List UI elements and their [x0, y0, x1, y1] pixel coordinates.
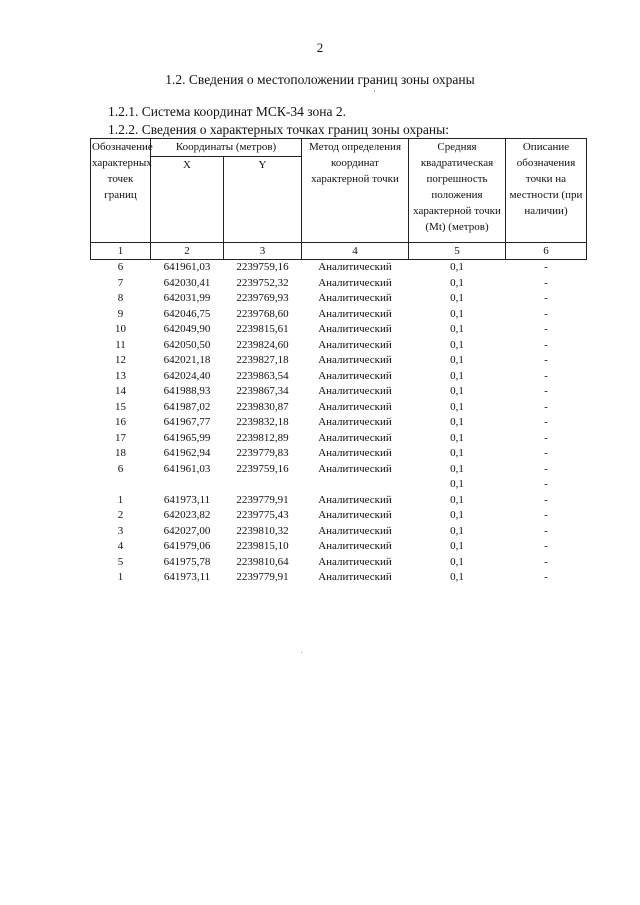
point-id-cell: 3 — [117, 524, 124, 537]
coord-x-cell: 642049,90 — [163, 323, 211, 335]
coord-y-cell: 2239779,91 — [236, 493, 289, 506]
coord-x-cell: 641962,94 — [163, 447, 211, 459]
section-title: 1.2. Сведения о местоположении границ зоны охраны — [165, 72, 475, 87]
point-id-cell: 8 — [117, 292, 124, 304]
description-cell: - — [544, 447, 548, 459]
table-row — [91, 353, 587, 369]
method-cell: Аналитический — [318, 509, 392, 521]
header-method: Метод определения координат характерной точки — [302, 139, 409, 243]
header-point-designation: Обозначение характерных точек границ — [91, 139, 151, 243]
point-id-cell: 6 — [117, 261, 124, 273]
accuracy-cell: 0,1 — [450, 478, 464, 490]
accuracy-cell: 0,1 — [450, 462, 464, 475]
coord-x-cell: 642023,82 — [163, 509, 211, 521]
method-cell: Аналитический — [318, 323, 392, 335]
table-row — [91, 260, 587, 276]
method-cell: Аналитический — [318, 416, 392, 428]
accuracy-cell: 0,1 — [450, 493, 464, 506]
header-accuracy: Средняя квадратическая погрешность положения характерной точки (Mt) (метров) — [409, 139, 506, 243]
column-number: 6 — [506, 243, 587, 260]
description-cell: - — [544, 400, 548, 413]
accuracy-cell: 0,1 — [450, 338, 464, 351]
table-row — [91, 555, 587, 571]
coord-y-cell: 2239867,34 — [236, 385, 289, 397]
method-cell: Аналитический — [318, 292, 392, 304]
description-cell: - — [544, 555, 548, 568]
description-cell: - — [544, 338, 548, 351]
coord-y-cell: 2239769,93 — [236, 292, 289, 304]
method-cell: Аналитический — [318, 385, 392, 397]
description-cell: - — [544, 369, 548, 382]
coord-y-cell: 2239779,83 — [236, 447, 289, 459]
table-row — [91, 384, 587, 400]
table-row — [91, 431, 587, 447]
coord-x-cell: 641975,78 — [163, 555, 211, 568]
description-cell: - — [544, 323, 548, 335]
accuracy-cell: 0,1 — [450, 431, 464, 444]
table-row — [91, 570, 587, 586]
method-cell: Аналитический — [318, 261, 392, 273]
method-cell: Аналитический — [318, 431, 392, 444]
table-row — [91, 369, 587, 385]
accuracy-cell: 0,1 — [450, 307, 464, 320]
accuracy-cell: 0,1 — [450, 354, 464, 366]
column-number: 3 — [224, 243, 302, 260]
boundary-points-table — [90, 138, 587, 586]
description-cell: - — [544, 431, 548, 444]
coord-y-cell: 2239810,64 — [236, 555, 289, 568]
point-id-cell: 11 — [115, 338, 126, 351]
description-cell: - — [544, 354, 548, 366]
point-id-cell: 9 — [117, 307, 124, 320]
table-row — [91, 446, 587, 462]
coord-x-cell: 641973,11 — [163, 571, 211, 583]
point-id-cell: 5 — [117, 555, 124, 568]
coord-x-cell: 642024,40 — [163, 369, 211, 382]
point-id-cell: 17 — [115, 431, 126, 444]
coord-y-cell: 2239824,60 — [236, 338, 289, 351]
coord-x-cell: 641987,02 — [163, 400, 211, 413]
coord-x-cell: 641965,99 — [163, 431, 211, 444]
accuracy-cell: 0,1 — [450, 369, 464, 382]
table-body — [91, 260, 587, 586]
accuracy-cell: 0,1 — [450, 323, 464, 335]
coord-y-cell: 2239815,61 — [236, 323, 289, 335]
point-id-cell: 6 — [117, 462, 124, 475]
table-row — [91, 477, 587, 493]
description-cell: - — [544, 509, 548, 521]
coord-x-cell: 641967,77 — [163, 416, 211, 428]
table-row — [91, 307, 587, 323]
point-id-cell: 2 — [117, 509, 124, 521]
page-number: 2 — [316, 40, 324, 55]
accuracy-cell: 0,1 — [450, 400, 464, 413]
method-cell: Аналитический — [318, 338, 392, 351]
method-cell: Аналитический — [318, 276, 392, 289]
coord-x-cell: 641961,03 — [163, 261, 211, 273]
method-cell: Аналитический — [318, 493, 392, 506]
table-row — [91, 493, 587, 509]
coord-y-cell: 2239768,60 — [236, 307, 289, 320]
header-coordinates: Координаты (метров) — [151, 139, 302, 157]
point-id-cell: 10 — [115, 323, 126, 335]
point-id-cell: 12 — [115, 354, 126, 366]
coord-x-cell: 641973,11 — [163, 493, 211, 506]
point-id-cell: 1 — [117, 571, 124, 583]
coord-x-cell: 641979,06 — [163, 540, 211, 552]
point-id-cell: 13 — [115, 369, 126, 382]
accuracy-cell: 0,1 — [450, 261, 464, 273]
table-row — [91, 400, 587, 416]
point-id-cell: 1 — [117, 493, 124, 506]
description-cell: - — [544, 493, 548, 506]
coord-x-cell: 641961,03 — [163, 462, 211, 475]
coord-y-cell: 2239810,32 — [236, 524, 289, 537]
method-cell: Аналитический — [318, 369, 392, 382]
accuracy-cell: 0,1 — [450, 571, 464, 583]
coord-y-cell: 2239779,91 — [236, 571, 289, 583]
description-cell: - — [544, 462, 548, 475]
point-id-cell: 7 — [117, 276, 124, 289]
column-number: 1 — [91, 243, 151, 260]
description-cell: - — [544, 571, 548, 583]
description-cell: - — [544, 416, 548, 428]
table-row — [91, 462, 587, 478]
method-cell: Аналитический — [318, 524, 392, 537]
column-number: 4 — [302, 243, 409, 260]
coord-y-cell: 2239759,16 — [236, 462, 289, 475]
description-cell: - — [544, 385, 548, 397]
scan-artifact — [301, 652, 302, 653]
point-id-cell: 14 — [115, 385, 126, 397]
table-row — [91, 508, 587, 524]
accuracy-cell: 0,1 — [450, 292, 464, 304]
table-row — [91, 415, 587, 431]
coord-x-cell: 642046,75 — [163, 307, 211, 320]
coord-x-cell: 642030,41 — [163, 276, 211, 289]
coord-x-cell: 642021,18 — [163, 354, 211, 366]
method-cell: Аналитический — [318, 307, 392, 320]
coord-x-cell — [151, 477, 224, 493]
scan-artifact — [374, 90, 375, 92]
point-id-cell: 4 — [117, 540, 124, 552]
column-number-row — [91, 243, 587, 260]
point-id-cell: 15 — [115, 400, 126, 413]
accuracy-cell: 0,1 — [450, 447, 464, 459]
table-row — [91, 338, 587, 354]
coord-y-cell: 2239775,43 — [236, 509, 289, 521]
coord-y-cell: 2239815,10 — [236, 540, 289, 552]
header-y: Y — [224, 157, 302, 243]
accuracy-cell: 0,1 — [450, 540, 464, 552]
coord-y-cell: 2239863,54 — [236, 369, 289, 382]
accuracy-cell: 0,1 — [450, 276, 464, 289]
header-description: Описание обозначения точки на местности (при наличии) — [506, 139, 587, 243]
description-cell: - — [544, 276, 548, 289]
method-cell — [302, 477, 409, 493]
coord-y-cell — [224, 477, 302, 493]
method-cell: Аналитический — [318, 354, 392, 366]
description-cell: - — [544, 307, 548, 320]
description-cell: - — [544, 292, 548, 304]
coord-y-cell: 2239832,18 — [236, 416, 289, 428]
column-number: 5 — [409, 243, 506, 260]
method-cell: Аналитический — [318, 555, 392, 568]
accuracy-cell: 0,1 — [450, 509, 464, 521]
description-cell: - — [544, 540, 548, 552]
coord-x-cell: 642050,50 — [163, 338, 211, 351]
points-heading: 1.2.2. Сведения о характерных точках границ зоны охраны: — [108, 122, 449, 137]
coord-x-cell: 642027,00 — [163, 524, 211, 537]
table-row — [91, 539, 587, 555]
accuracy-cell: 0,1 — [450, 555, 464, 568]
accuracy-cell: 0,1 — [450, 385, 464, 397]
method-cell: Аналитический — [318, 571, 392, 583]
coord-y-cell: 2239827,18 — [236, 354, 289, 366]
accuracy-cell: 0,1 — [450, 524, 464, 537]
coord-y-cell: 2239752,32 — [236, 276, 289, 289]
column-number: 2 — [151, 243, 224, 260]
table-row — [91, 291, 587, 307]
coord-y-cell: 2239812,89 — [236, 431, 289, 444]
coordinate-system-heading: 1.2.1. Система координат МСК-34 зона 2. — [108, 104, 346, 119]
point-id-cell: 16 — [115, 416, 126, 428]
description-cell: - — [544, 261, 548, 273]
coord-x-cell: 641988,93 — [163, 385, 211, 397]
table-row — [91, 276, 587, 292]
description-cell: - — [544, 478, 548, 490]
method-cell: Аналитический — [318, 400, 392, 413]
accuracy-cell: 0,1 — [450, 416, 464, 428]
point-id-cell: 18 — [115, 447, 126, 459]
method-cell: Аналитический — [318, 447, 392, 459]
table-row — [91, 322, 587, 338]
table-row — [91, 524, 587, 540]
method-cell: Аналитический — [318, 540, 392, 552]
method-cell: Аналитический — [318, 462, 392, 475]
description-cell: - — [544, 524, 548, 537]
header-x: X — [151, 157, 224, 243]
coord-y-cell: 2239759,16 — [236, 261, 289, 273]
point-id-cell — [91, 477, 151, 493]
coord-x-cell: 642031,99 — [163, 292, 211, 304]
coord-y-cell: 2239830,87 — [236, 400, 289, 413]
